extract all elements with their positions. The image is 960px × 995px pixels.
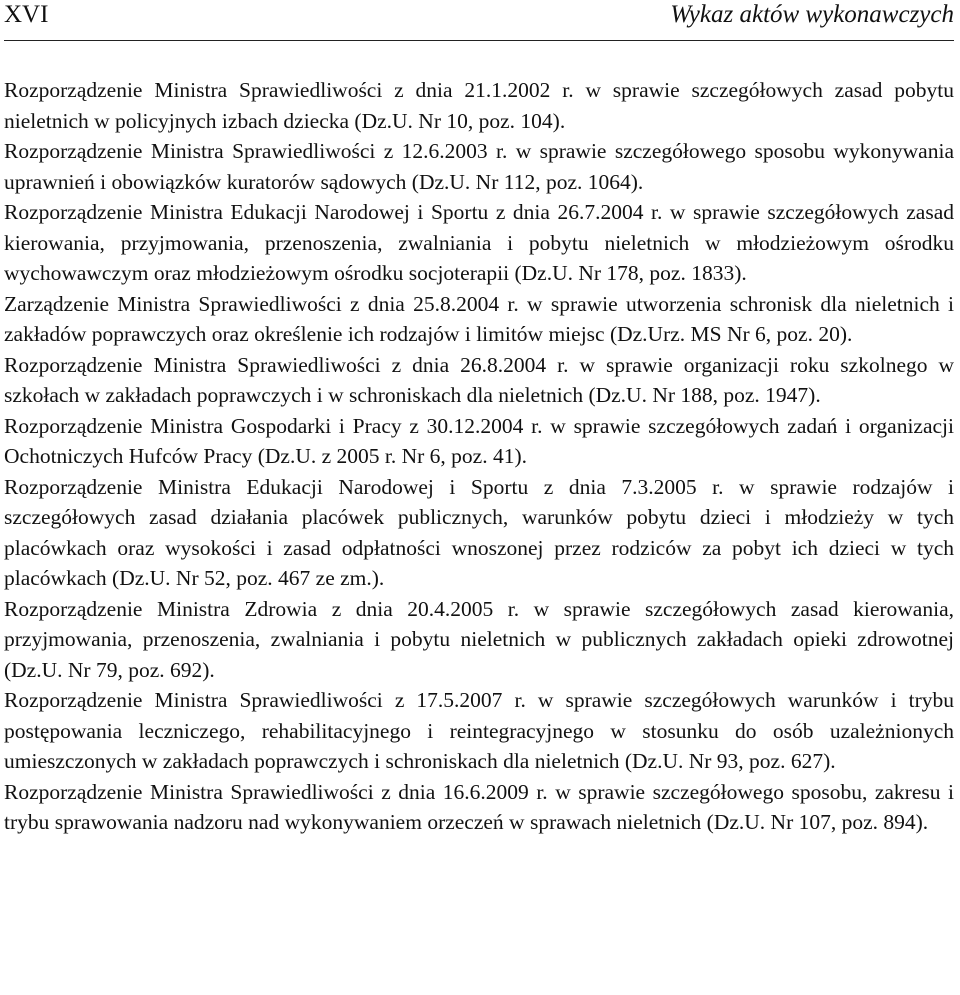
regulation-entry: Rozporządzenie Ministra Edukacji Narodowej i Sportu z dnia 7.3.2005 r. w sprawie rodzajów i szczegółowych zasad działania placówek publicznych, warunków pobytu dzieci i młodzieży w tych placówkach oraz wysokości i zasad odpłatności wnoszonej przez rodziców za pobyt ich dzieci w tych placówkach (Dz.U. Nr 52, poz. 467 ze zm.). bbox=[4, 474, 954, 590]
regulations-list bbox=[4, 75, 954, 838]
running-title: Wykaz aktów wykonawczych bbox=[670, 1, 954, 28]
page-number: XVI bbox=[4, 1, 49, 28]
regulation-entry: Rozporządzenie Ministra Zdrowia z dnia 20.4.2005 r. w sprawie szczegółowych zasad kierowania, przyjmowania, przenoszenia, zwalniania i pobytu nieletnich w publicznych zakładach opieki zdrowotnej (Dz.U. Nr 79, poz. 692). bbox=[4, 596, 954, 682]
regulation-entry: Rozporządzenie Ministra Sprawiedliwości z 12.6.2003 r. w sprawie szczegółowego sposobu wykonywania uprawnień i obowiązków kuratorów sądowych (Dz.U. Nr 112, poz. 1064). bbox=[4, 139, 954, 194]
regulation-entry: Rozporządzenie Ministra Sprawiedliwości z dnia 26.8.2004 r. w sprawie organizacji roku szkolnego w szkołach w zakładach poprawczych i w schroniskach dla nieletnich (Dz.U. Nr 188, poz. 1947). bbox=[4, 352, 954, 407]
regulation-entry: Rozporządzenie Ministra Sprawiedliwości z dnia 16.6.2009 r. w sprawie szczegółowego sposobu, zakresu i trybu sprawowania nadzoru nad wykonywaniem orzeczeń w sprawach nieletnich (Dz.U. Nr 107, poz. 894). bbox=[4, 779, 954, 834]
document-page bbox=[4, 0, 954, 838]
regulation-entry: Rozporządzenie Ministra Gospodarki i Pracy z 30.12.2004 r. w sprawie szczegółowych zadań i organizacji Ochotniczych Hufców Pracy (Dz.U. z 2005 r. Nr 6, poz. 41). bbox=[4, 413, 954, 468]
regulation-entry: Rozporządzenie Ministra Sprawiedliwości z 17.5.2007 r. w sprawie szczegółowych warunków i trybu postępowania leczniczego, rehabilitacyjnego i reintegracyjnego w stosunku do osób uzależnionych umieszczonych w zakładach poprawczych i schroniskach dla nieletnich (Dz.U. Nr 93, poz. 627). bbox=[4, 688, 954, 773]
regulation-entry: Rozporządzenie Ministra Edukacji Narodowej i Sportu z dnia 26.7.2004 r. w sprawie szczegółowych zasad kierowania, przyjmowania, przenoszenia, zwalniania i pobytu nieletnich w młodzieżowym ośrodku wychowawczym oraz młodzieżowym ośrodku socjoterapii (Dz.U. Nr 178, poz. 1833). bbox=[4, 200, 954, 285]
running-header bbox=[4, 0, 954, 41]
regulation-entry: Zarządzenie Ministra Sprawiedliwości z dnia 25.8.2004 r. w sprawie utworzenia schronisk dla nieletnich i zakładów poprawczych oraz określenie ich rodzajów i limitów miejsc (Dz.Urz. MS Nr 6, poz. 20). bbox=[4, 291, 954, 346]
regulation-entry: Rozporządzenie Ministra Sprawiedliwości z dnia 21.1.2002 r. w sprawie szczegółowych zasad pobytu nieletnich w policyjnych izbach dziecka (Dz.U. Nr 10, poz. 104). bbox=[4, 78, 954, 133]
